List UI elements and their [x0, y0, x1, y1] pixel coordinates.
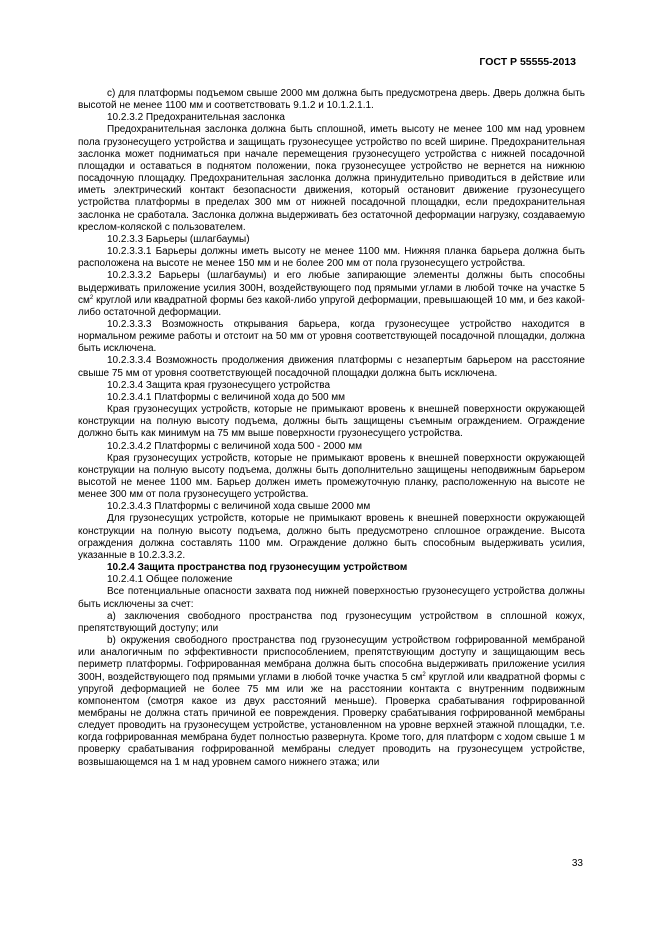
list-item — [78, 635, 585, 769]
paragraph-text: 10.2.3.3.2 Барьеры (шлагбаумы) и его любые запирающие элементы должны быть способны выдерживать приложение усилия 300Н, воздействующего под прямыми углами в любой точке на участке 5 см — [78, 270, 585, 306]
section-heading: 10.2.3.4 Защита края грузонесущего устройства — [107, 379, 331, 391]
paragraph: Края грузонесущих устройств, которые не примыкают вровень к внешней поверхности окружающей конструкции на полную высоту подъема, должны быть защищены съемным ограждением. Ограждение должно быть как минимум на 75 мм выше поверхности грузонесущего устройства. — [78, 404, 585, 440]
page-number: 33 — [571, 858, 583, 869]
section-heading: 10.2.3.4.2 Платформы с величиной хода 500 - 2000 мм — [107, 440, 363, 452]
list-item: а) заключения свободного пространства под грузонесущим устройством в сплошной кожух, препятствующий доступу; или — [78, 610, 585, 634]
paragraph — [78, 270, 585, 319]
document-body — [78, 88, 585, 769]
paragraph: Для грузонесущих устройств, которые не примыкают вровень к внешней поверхности окружающей конструкции на полную высоту подъема, должно быть предусмотрено сплошное ограждение. Высота ограждения должна составлять 1100 мм. Ограждение должно быть способным выдерживать усилия, указанные в 10.2.3.3.2. — [78, 513, 585, 561]
paragraph: 10.2.3.3.3 Возможность открывания барьера, когда грузонесущее устройство находится в нормальном режиме работы и отстоит на 50 мм от уровня соответствующей посадочной площадки, должна быть исключена. — [78, 318, 585, 355]
paragraph: Все потенциальные опасности захвата под нижней поверхностью грузонесущего устройства должны быть исключены за счет: — [78, 586, 585, 610]
paragraph: 10.2.3.3.4 Возможность продолжения движения платформы с незапертым барьером на расстояние свыше 75 мм от уровня соответствующей посадочной площадки должна быть исключена. — [78, 355, 585, 379]
section-heading: 10.2.3.4.3 Платформы с величиной хода свыше 2000 мм — [107, 501, 371, 513]
section-heading: 10.2.3.4.1 Платформы с величиной хода до 500 мм — [107, 391, 346, 403]
paragraph-text: круглой или квадратной формы с упругой деформацией не более 75 мм или же на расстоянии контакта с внутренним подвижным компонентом (смотря какое из двух расстояний меньше). Проверка срабатывания гофрированной мембраны не должна стать причиной ее повреждения. Проверку срабатывания гофрированной мембраны следует проводить на грузонесущем устройстве, установленном на уровне верхней этажной площадки, т.е. когда гофрированная мембрана будет полностью развернута. Кроме того, для платформ с ходом свыше 1 м проверку срабатывания гофрированной мембраны следует проводить на грузонесущем устройстве, возвышающемся на 1 м над уровнем самого нижнего этажа; или — [78, 671, 585, 768]
section-heading-bold: 10.2.4 Защита пространства под грузонесущим устройством — [107, 562, 408, 574]
paragraph-text: круглой или квадратной формы без какой-либо упругой деформации, превышающей 10 мм, и без какой-либо остаточной деформации. — [78, 294, 585, 318]
section-heading: 10.2.3.3 Барьеры (шлагбаумы) — [107, 233, 250, 245]
document-id-header: ГОСТ Р 55555-2013 — [479, 56, 576, 68]
superscript: 2 — [422, 671, 426, 678]
paragraph: Предохранительная заслонка должна быть сплошной, иметь высоту не менее 100 мм над уровнем пола грузонесущего устройства и защищать грузонесущее устройство по всей ширине. Предохранительная заслонка может подниматься при начале перемещения грузонесущего устройства с нижней посадочной площадки и оставаться в поднятом положении, пока грузонесущее устройство не вернется на нижнюю посадочную площадку. Предохранительная заслонка должна принудительно приводиться в действие или иметь электрический контакт безопасности движения, который остановит движение грузонесущего устройства платформы в пределах 300 мм от нижней посадочной площадки, если предохранительная заслонка не сработала. Заслонка должна выдерживать без остаточной деформации нагрузку, создаваемую креслом-коляской с пользователем. — [78, 124, 585, 233]
superscript: 2 — [89, 294, 94, 301]
paragraph: с) для платформы подъемом свыше 2000 мм должна быть предусмотрена дверь. Дверь должна быть высотой не менее 1100 мм и соответствовать 9.1.2 и 10.1.2.1.1. — [78, 88, 585, 112]
section-heading: 10.2.4.1 Общее положение — [107, 574, 233, 586]
paragraph: Края грузонесущих устройств, которые не примыкают вровень к внешней поверхности окружающей конструкции на полную высоту подъема, должны быть дополнительно защищены неподвижным барьером высотой не менее 1100 мм. Барьер должен иметь промежуточную планку, расположенную на высоте не менее 300 мм от пола грузонесущего устройства. — [78, 452, 585, 501]
section-heading: 10.2.3.2 Предохранительная заслонка — [107, 112, 285, 124]
paragraph: 10.2.3.3.1 Барьеры должны иметь высоту не менее 1100 мм. Нижняя планка барьера должна быть расположена на высоте не менее 150 мм и не более 200 мм от пола грузонесущего устройства. — [78, 246, 585, 270]
paragraph-text: b) окружения свободного пространства под грузонесущим устройством гофрированной мембраной или аналогичным по эффективности приспособлением, препятствующим доступу и защищающим весь периметр платформы. Гофрированная мембрана должна быть способна выдерживать приложение усилия 300Н, воздействующего под прямыми углами в любой точке участка 5 см — [78, 635, 585, 683]
